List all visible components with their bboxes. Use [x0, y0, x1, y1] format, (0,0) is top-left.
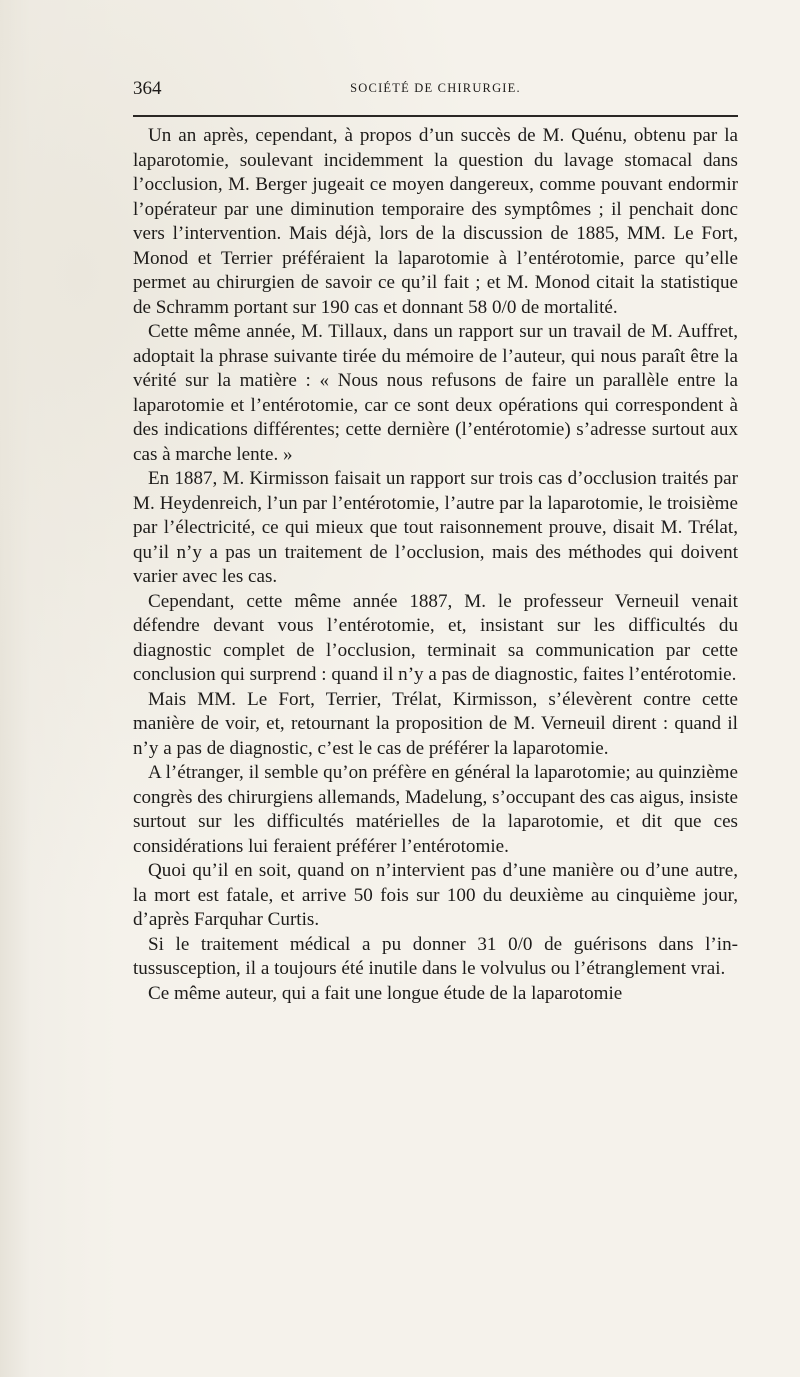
paragraph: A l’étranger, il semble qu’on préfère en général la laparotomie; au quinzième congrès des chirurgiens allemands, Madelung, s’occupant des cas aigus, insiste surtout sur les difficultés matérielles de la laparotomie, et dit que ces considérations lui feraient préférer l’entérotomie. [133, 762, 738, 857]
paragraph: Cette même année, M. Tillaux, dans un rapport sur un travail de M. Auffret, adoptait la phrase suivante tirée du mémoire de l’auteur, qui nous paraît être la vérité sur la matière : « Nous nous refusons de faire un parallèle entre la laparotomie et l’entérotomie, car ce sont deux opérations qui correspondent à des indications différentes; cette dernière (l’entérotomie) s’adresse surtout aux cas à marche lente. » [133, 321, 738, 465]
paragraph: Quoi qu’il en soit, quand on n’intervient pas d’une manière ou d’une autre, la mort est fatale, et arrive 50 fois sur 100 du deuxième au cinquième jour, d’après Farquhar Curtis. [133, 860, 738, 930]
paragraph: Si le traitement médical a pu donner 31 0/0 de guérisons dans l’intussusception, il a toujours été inutile dans le volvulus ou l’étranglement vrai. [133, 933, 738, 979]
running-head [133, 78, 738, 102]
paragraph: Mais MM. Le Fort, Terrier, Trélat, Kirmisson, s’élevèrent contre cette manière de voir, et, retournant la proposition de M. Verneuil dirent : quand il n’y a pas de diagnostic, c’est le cas de préférer la laparotomie. [133, 688, 738, 759]
running-title: SOCIÉTÉ DE CHIRURGIE. [350, 81, 521, 95]
paragraph: En 1887, M. Kirmisson faisait un rapport sur trois cas d’occlusion traités par M. Heydenreich, l’un par l’entérotomie, l’autre par la laparotomie, le troisième par l’électricité, ce qui mieux que tout raisonnement prouve, disait M. Trélat, qu’il n’y a pas un traitement de l’occlusion, mais des méthodes qui doivent varier avec les cas. [133, 468, 738, 587]
paragraph: Un an après, cependant, à propos d’un succès de M. Quénu, obtenu par la laparotomie, soulevant incidemment la question du lavage stomacal dans l’occlusion, M. Berger jugeait ce moyen dangereux, comme pouvant endormir l’opérateur par une diminution temporaire des symptômes ; il penchait donc vers l’intervention. Mais déjà, lors de la discussion de 1885, MM. Le Fort, Monod et Terrier préféraient la laparotomie à l’entérotomie, parce qu’elle permet au chirurgien de savoir ce qu’il fait ; et M. Monod citait la statistique de Schramm portant sur 190 cas et donnant 58 0/0 de mortalité. [133, 125, 738, 318]
body-text [133, 124, 738, 1006]
page-number: 364 [133, 78, 162, 99]
header-rule [133, 115, 738, 117]
paragraph: Cependant, cette même année 1887, M. le professeur Verneuil venait défendre devant vous l’entérotomie, et, insistant sur les difficultés du diagnostic complet de l’occlusion, terminait sa communication par cette conclusion qui surprend : quand il n’y a pas de diagnostic, faites l’entérotomie. [133, 590, 738, 685]
paragraph: Ce même auteur, qui a fait une longue étude de la laparotomie [148, 982, 623, 1004]
